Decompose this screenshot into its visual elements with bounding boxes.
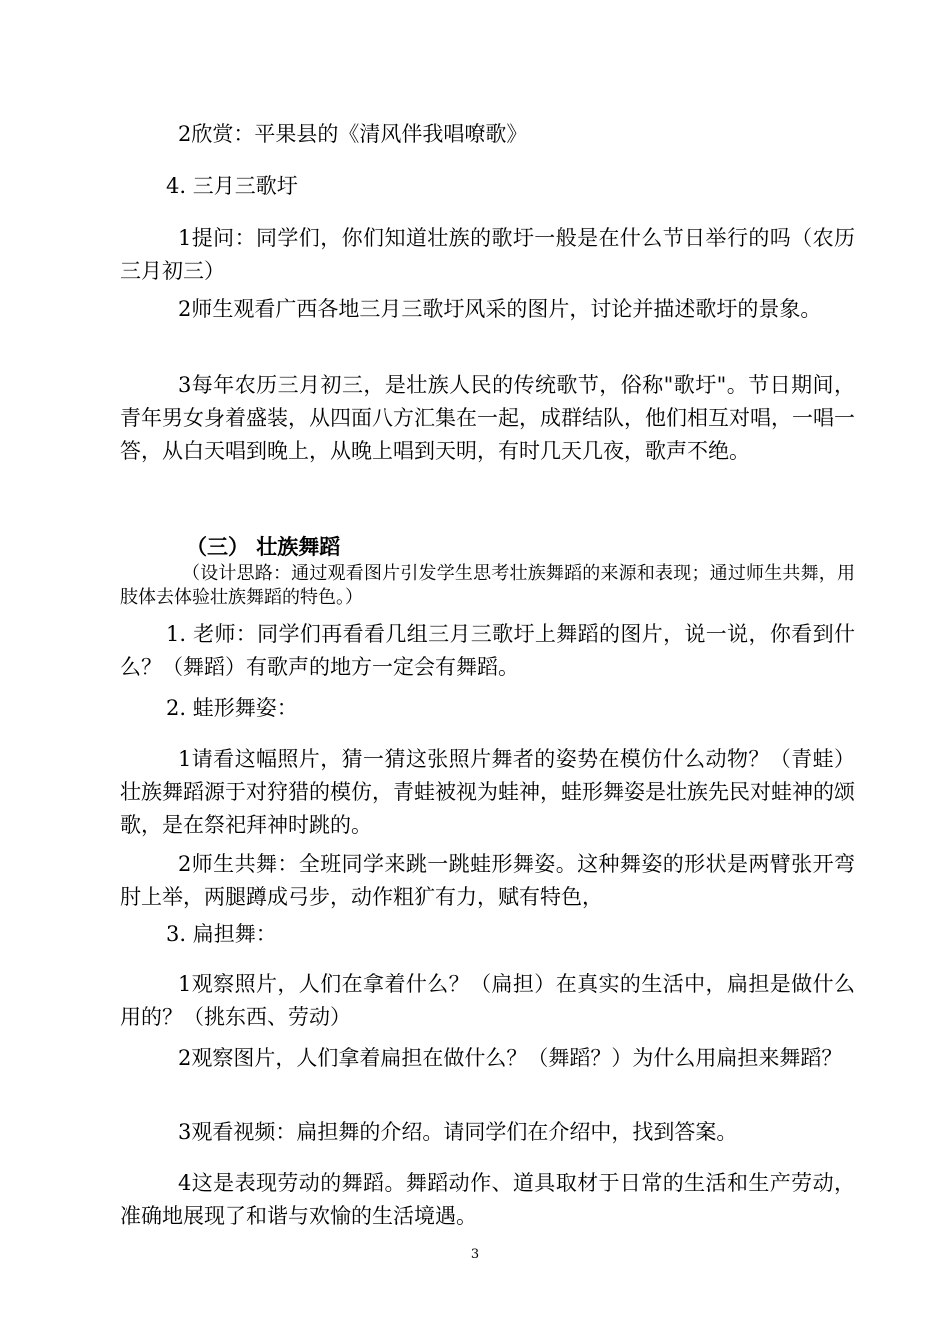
paragraph-heading-gexu: 4. 三月三歌圩 <box>166 174 298 198</box>
paragraph-view-pictures: 2师生观看广西各地三月三歌圩风采的图片，讨论并描述歌圩的景象。 <box>178 297 822 321</box>
paragraph-festival-description: 3每年农历三月初三，是壮族人民的传统歌节，俗称"歌圩"。节日期间，青年男女身着盛装，从四面八方汇集在一起，成群结队，他们相互对唱，一唱一答，从白天唱到晚上，从晚上唱到天明，有时几天几夜，歌声不绝。 <box>120 373 855 463</box>
section-heading: （三） 壮族舞蹈 <box>186 535 341 559</box>
paragraph-frog-dance: 2师生共舞：全班同学来跳一跳蛙形舞姿。这种舞姿的形状是两臂张开弯肘上举，两腿蹲成弓步，动作粗犷有力，赋有特色， <box>120 852 855 909</box>
paragraph-pole-heading: 3. 扁担舞： <box>166 922 277 946</box>
paragraph-pole-conclusion: 4这是表现劳动的舞蹈。舞蹈动作、道具取材于日常的生活和生产劳动，准确地展现了和谐与欢愉的生活境遇。 <box>120 1171 855 1228</box>
design-note: （设计思路：通过观看图片引发学生思考壮族舞蹈的来源和表现；通过师生共舞，用肢体去体验壮族舞蹈的特色。） <box>120 563 855 608</box>
paragraph-question: 1提问：同学们，你们知道壮族的歌圩一般是在什么节日举行的吗（农历三月初三） <box>120 226 855 283</box>
paragraph-pole-observe: 1观察照片，人们在拿着什么？（扁担）在真实的生活中，扁担是做什么用的？（挑东西、劳动） <box>120 972 855 1029</box>
paragraph-frog-heading: 2. 蛙形舞姿： <box>166 696 298 720</box>
paragraph-pole-video: 3观看视频：扁担舞的介绍。请同学们在介绍中，找到答案。 <box>178 1120 738 1144</box>
paragraph-frog-question: 1请看这幅照片，猜一猜这张照片舞者的姿势在模仿什么动物？（青蛙）壮族舞蹈源于对狩猎的模仿，青蛙被视为蛙神，蛙形舞姿是壮族先民对蛙神的颂歌，是在祭祀拜神时跳的。 <box>120 747 855 837</box>
paragraph-appreciation: 2欣赏：平果县的《清风伴我唱嘹歌》 <box>178 122 528 146</box>
paragraph-teacher-intro: 1. 老师：同学们再看看几组三月三歌圩上舞蹈的图片，说一说，你看到什么？（舞蹈）有歌声的地方一定会有舞蹈。 <box>120 622 855 679</box>
page-number: 3 <box>470 1247 480 1262</box>
paragraph-pole-why: 2观察图片，人们拿着扁担在做什么？（舞蹈？）为什么用扁担来舞蹈？ <box>178 1046 843 1070</box>
